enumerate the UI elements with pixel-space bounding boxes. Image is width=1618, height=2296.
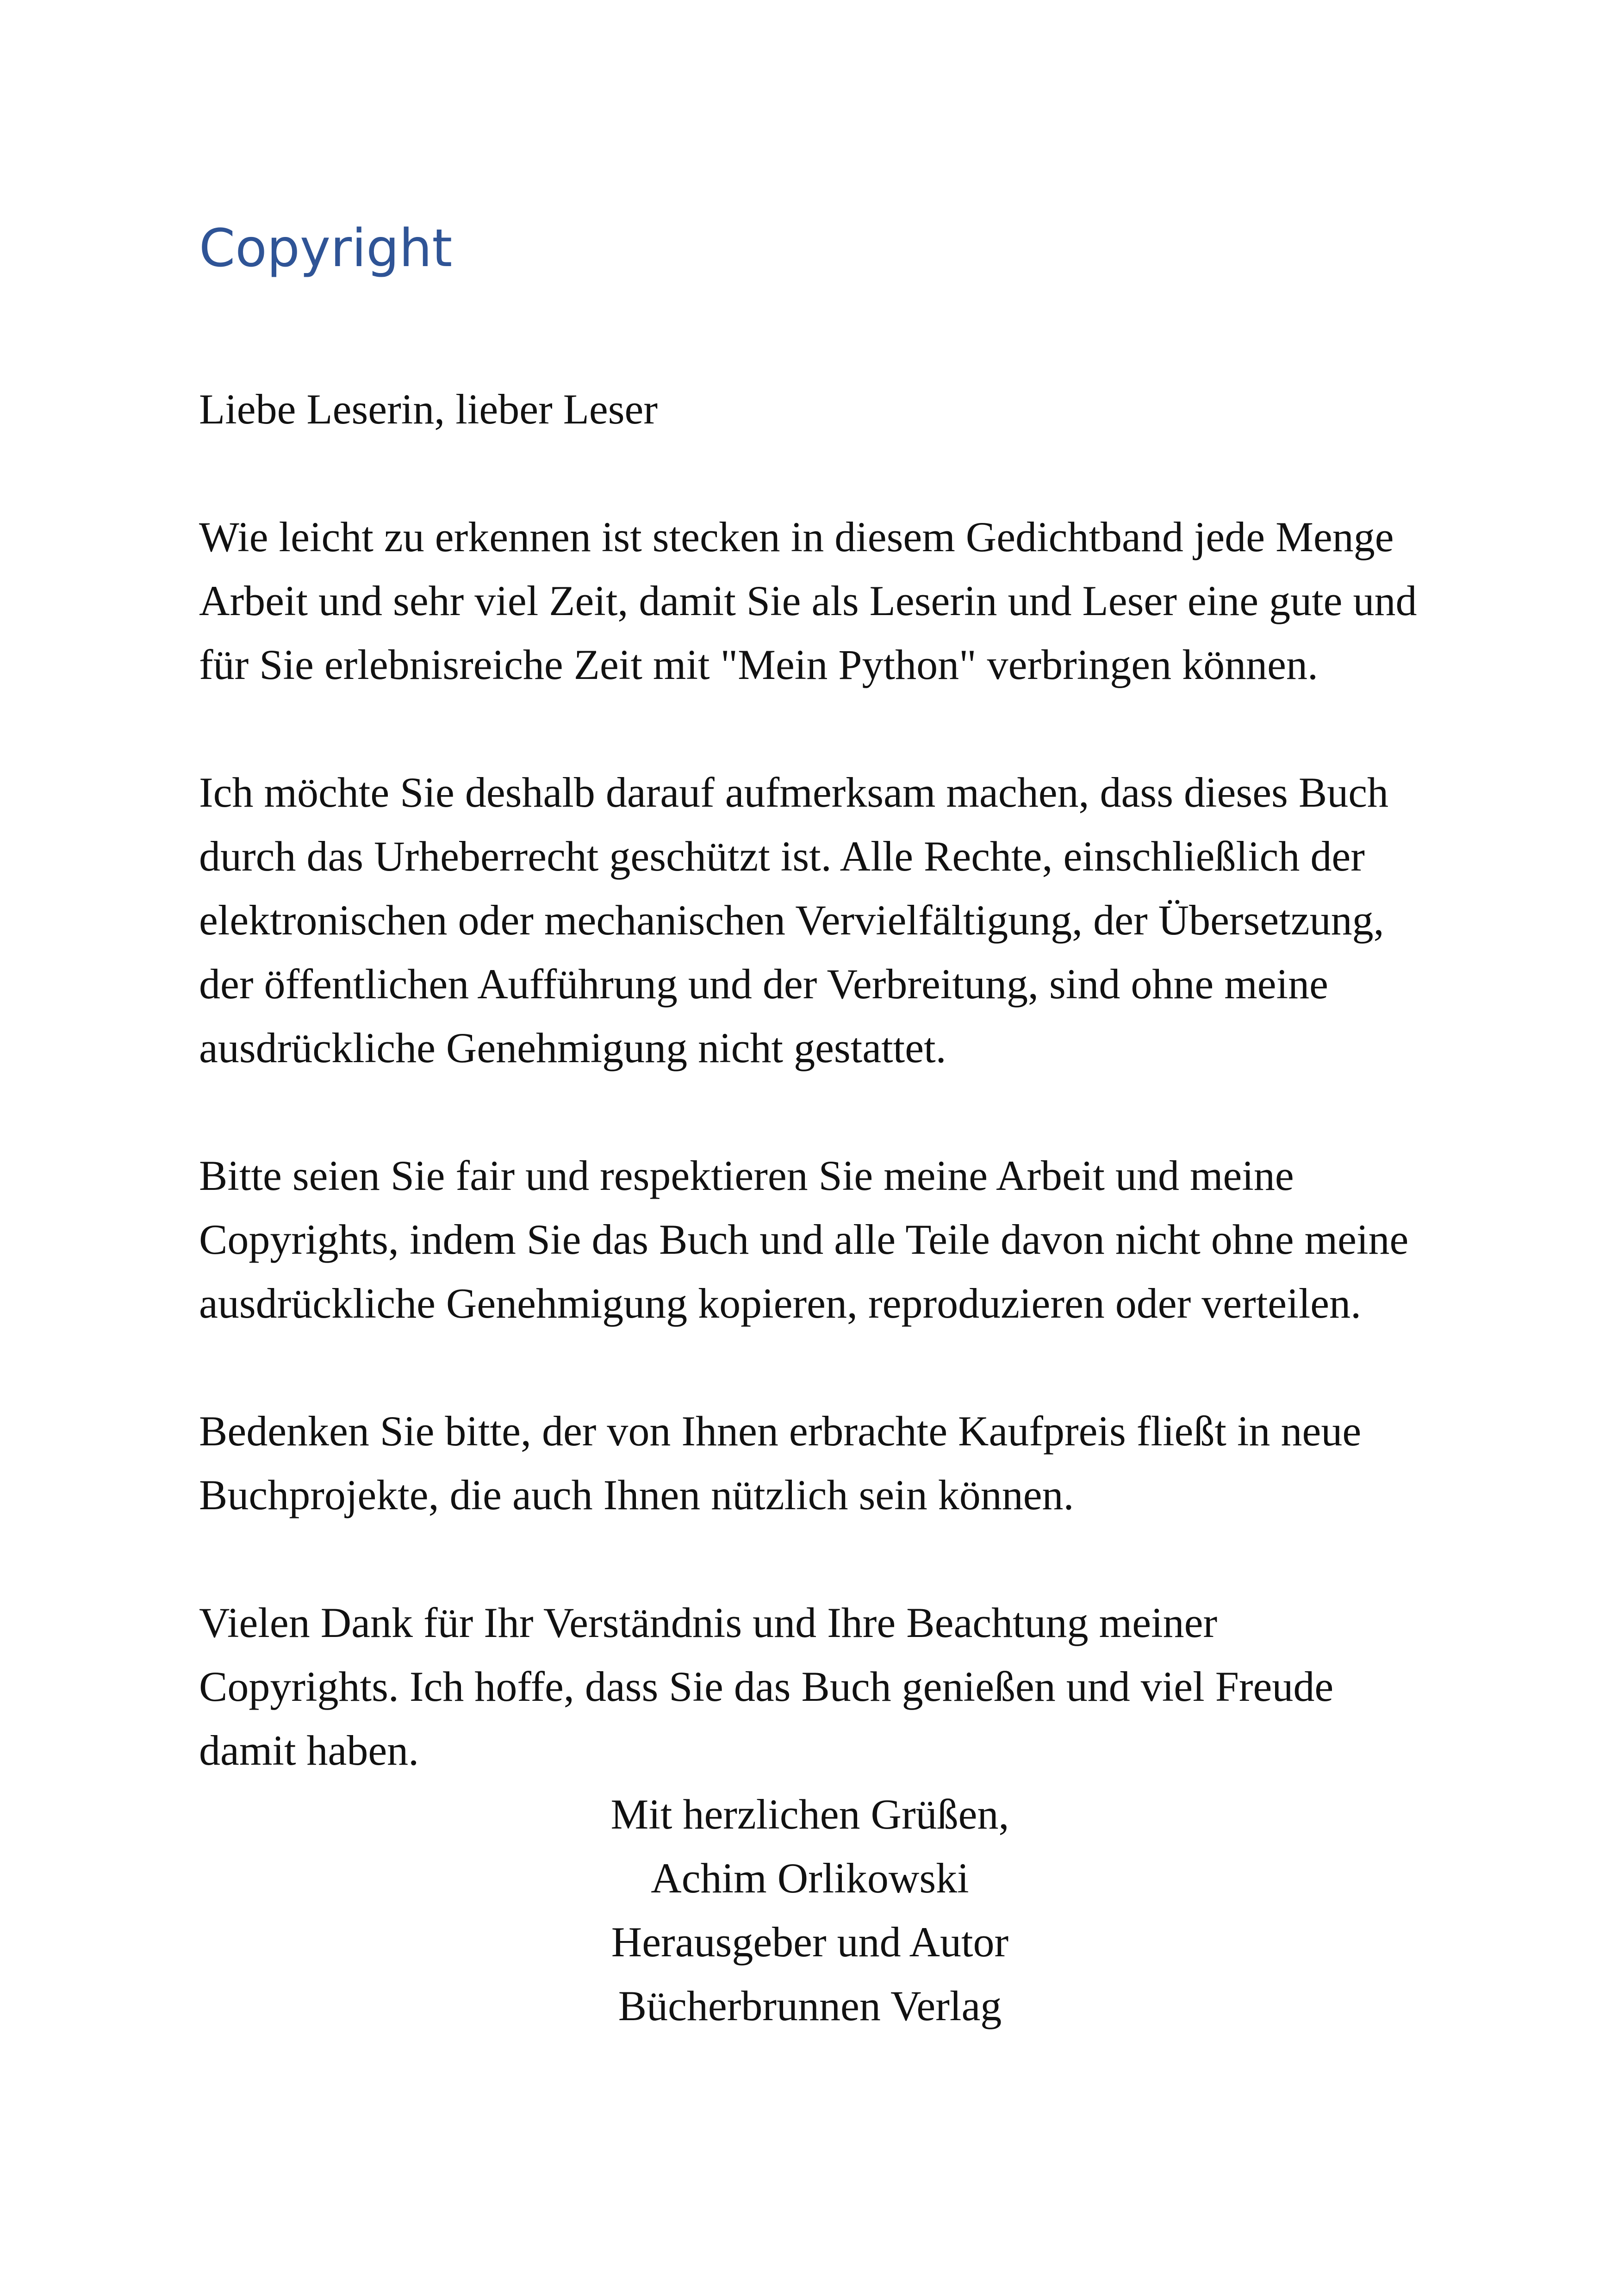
paragraph-fairness-request: Bitte seien Sie fair und respektieren Sie meine Arbeit und meine Copyrights, indem Sie das Buch und alle Teile davon nicht ohne meine ausdrückliche Genehmigung kopieren, reproduzieren oder verteilen. [199, 1152, 1409, 1327]
salutation: Liebe Leserin, lieber Leser [199, 386, 658, 433]
paragraph-copyright-protection: Ich möchte Sie deshalb darauf aufmerksam machen, dass dieses Buch durch das Urheberrecht geschützt ist. Alle Rechte, einschließlich der elektronischen oder mechanischen Vervielfältigung, der Übersetzung, der öffentlichen Aufführung und der Verbreitung, sind ohne meine ausdrückliche Genehmigung nicht gestattet. [199, 769, 1389, 1071]
paragraph-purchase-price: Bedenken Sie bitte, der von Ihnen erbrachte Kaufpreis fließt in neue Buchprojekte, die auch Ihnen nützlich sein können. [199, 1407, 1362, 1518]
signature-closing: Mit herzlichen Grüßen, [610, 1791, 1009, 1838]
signature-publisher: Bücherbrunnen Verlag [618, 1982, 1002, 2029]
copyright-notice [199, 377, 1421, 2038]
signature-author-role: Herausgeber und Autor [611, 1918, 1009, 1966]
page-title: Copyright [199, 218, 453, 279]
signature-block [199, 1782, 1421, 2038]
signature-author-name: Achim Orlikowski [651, 1854, 969, 1902]
paragraph-effort: Wie leicht zu erkennen ist stecken in diesem Gedichtband jede Menge Arbeit und sehr viel Zeit, damit Sie als Leserin und Leser eine gute und für Sie erlebnisreiche Zeit mit "Mein Python" verbringen können. [199, 513, 1417, 688]
paragraph-thanks: Vielen Dank für Ihr Verständnis und Ihre Beachtung meiner Copyrights. Ich hoffe, dass Sie das Buch genießen und viel Freude damit haben. [199, 1599, 1334, 1774]
